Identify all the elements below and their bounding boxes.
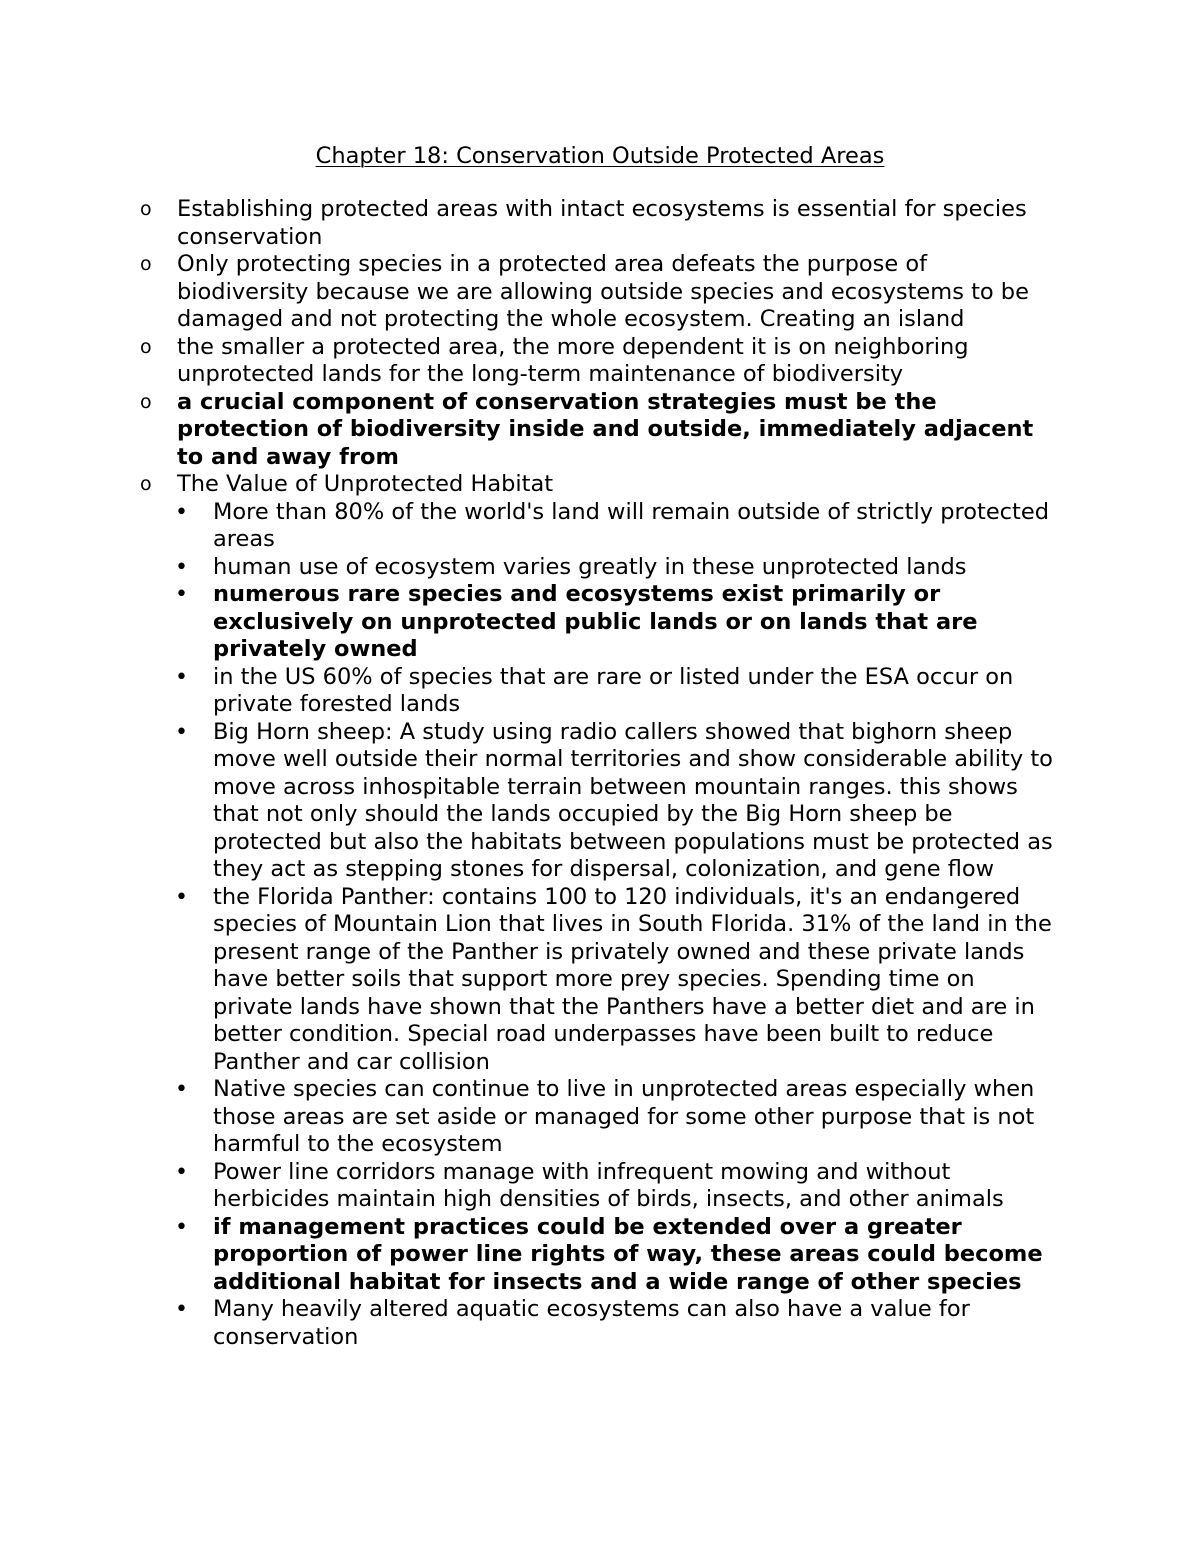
sub-list-item [175, 1213, 1058, 1297]
dot-bullet-icon: • [175, 499, 188, 525]
list-item [0, 389, 1052, 472]
section-heading: The Value of Unprotected Habitat [177, 471, 554, 497]
list-item-text: a crucial component of conservation strategies must be the protection of biodiversity inside and outside, immediately adjacent to and away from [177, 388, 1034, 470]
page-title: Chapter 18: Conservation Outside Protected Areas [315, 143, 885, 169]
list-item [0, 196, 1052, 251]
circle-bullet-icon: o [140, 253, 152, 275]
sub-list [175, 498, 1058, 1352]
list-item [0, 334, 1052, 389]
dot-bullet-icon: • [175, 1214, 188, 1240]
circle-bullet-icon: o [140, 473, 152, 495]
dot-bullet-icon: • [175, 582, 188, 607]
sub-list-item [175, 1076, 1058, 1159]
sub-list-item [175, 581, 1058, 664]
sub-list-item-text: in the US 60% of species that are rare or listed under the ESA occur on private forested lands [213, 663, 1014, 717]
dot-bullet-icon: • [175, 884, 188, 910]
sub-list-item [175, 883, 1058, 1077]
circle-bullet-icon: o [140, 198, 152, 220]
sub-list-item [175, 718, 1058, 884]
sub-list-item-text: Big Horn sheep: A study using radio callers showed that bighorn sheep move well outside their normal territories and show considerable ability to move across inhospitable terrain between mountain ranges. this shows that not only should the lands occupied by the Big Horn sheep be protected but also the habitats between populations must be protected as they act as stepping stones for dispersal, colonization, and gene flow [213, 718, 1053, 882]
sub-list-item [175, 663, 1058, 719]
sub-list-item-text: human use of ecosystem varies greatly in these unprotected lands [213, 553, 967, 580]
main-list [0, 196, 1200, 1351]
sub-list-item-text: if management practices could be extended over a greater proportion of power line rights of way, these areas could become additional habitat for insects and a wide range of other species [213, 1213, 1043, 1295]
list-item-section [0, 471, 1052, 1351]
dot-bullet-icon: • [175, 1077, 188, 1102]
list-item-text: Only protecting species in a protected area defeats the purpose of biodiversity because we are allowing outside species and ecosystems to be damaged and not protecting the whole ecosystem. Creating an island [177, 251, 1029, 332]
sub-list-item-text: More than 80% of the world's land will remain outside of strictly protected areas [213, 498, 1049, 552]
list-item-text: the smaller a protected area, the more dependent it is on neighboring unprotected lands for the long-term maintenance of biodiversity [177, 333, 969, 387]
sub-list-item [175, 498, 1058, 554]
dot-bullet-icon: • [175, 664, 188, 690]
sub-list-item-text: Many heavily altered aquatic ecosystems can also have a value for conservation [213, 1296, 970, 1350]
list-item [0, 251, 1052, 334]
circle-bullet-icon: o [140, 390, 152, 413]
circle-bullet-icon: o [140, 335, 152, 358]
sub-list-item [175, 1158, 1058, 1214]
sub-list-item-text: Native species can continue to live in unprotected areas especially when those areas are set aside or managed for some other purpose that is not harmful to the ecosystem [213, 1076, 1035, 1157]
sub-list-item-text: the Florida Panther: contains 100 to 120 individuals, it's an endangered species of Mountain Lion that lives in South Florida. 31% of the land in the present range of the Panther is privately owned and these private lands have better soils that support more prey species. Spending time on private lands have shown that the Panthers have a better diet and are in better condition. Special road underpasses have been built to reduce Panther and car collision [213, 883, 1052, 1075]
sub-list-item-text: numerous rare species and ecosystems exist primarily or exclusively on unprotected public lands or on lands that are privately owned [213, 581, 978, 662]
sub-list-item [175, 1296, 1058, 1351]
dot-bullet-icon: • [175, 554, 188, 580]
sub-list-item-text: Power line corridors manage with infrequent mowing and without herbicides maintain high densities of birds, insects, and other animals [213, 1158, 1004, 1212]
dot-bullet-icon: • [175, 1297, 188, 1322]
dot-bullet-icon: • [175, 1159, 188, 1185]
list-item-text: Establishing protected areas with intact ecosystems is essential for species conservation [177, 196, 1027, 250]
dot-bullet-icon: • [175, 719, 188, 745]
sub-list-item [175, 553, 1058, 582]
